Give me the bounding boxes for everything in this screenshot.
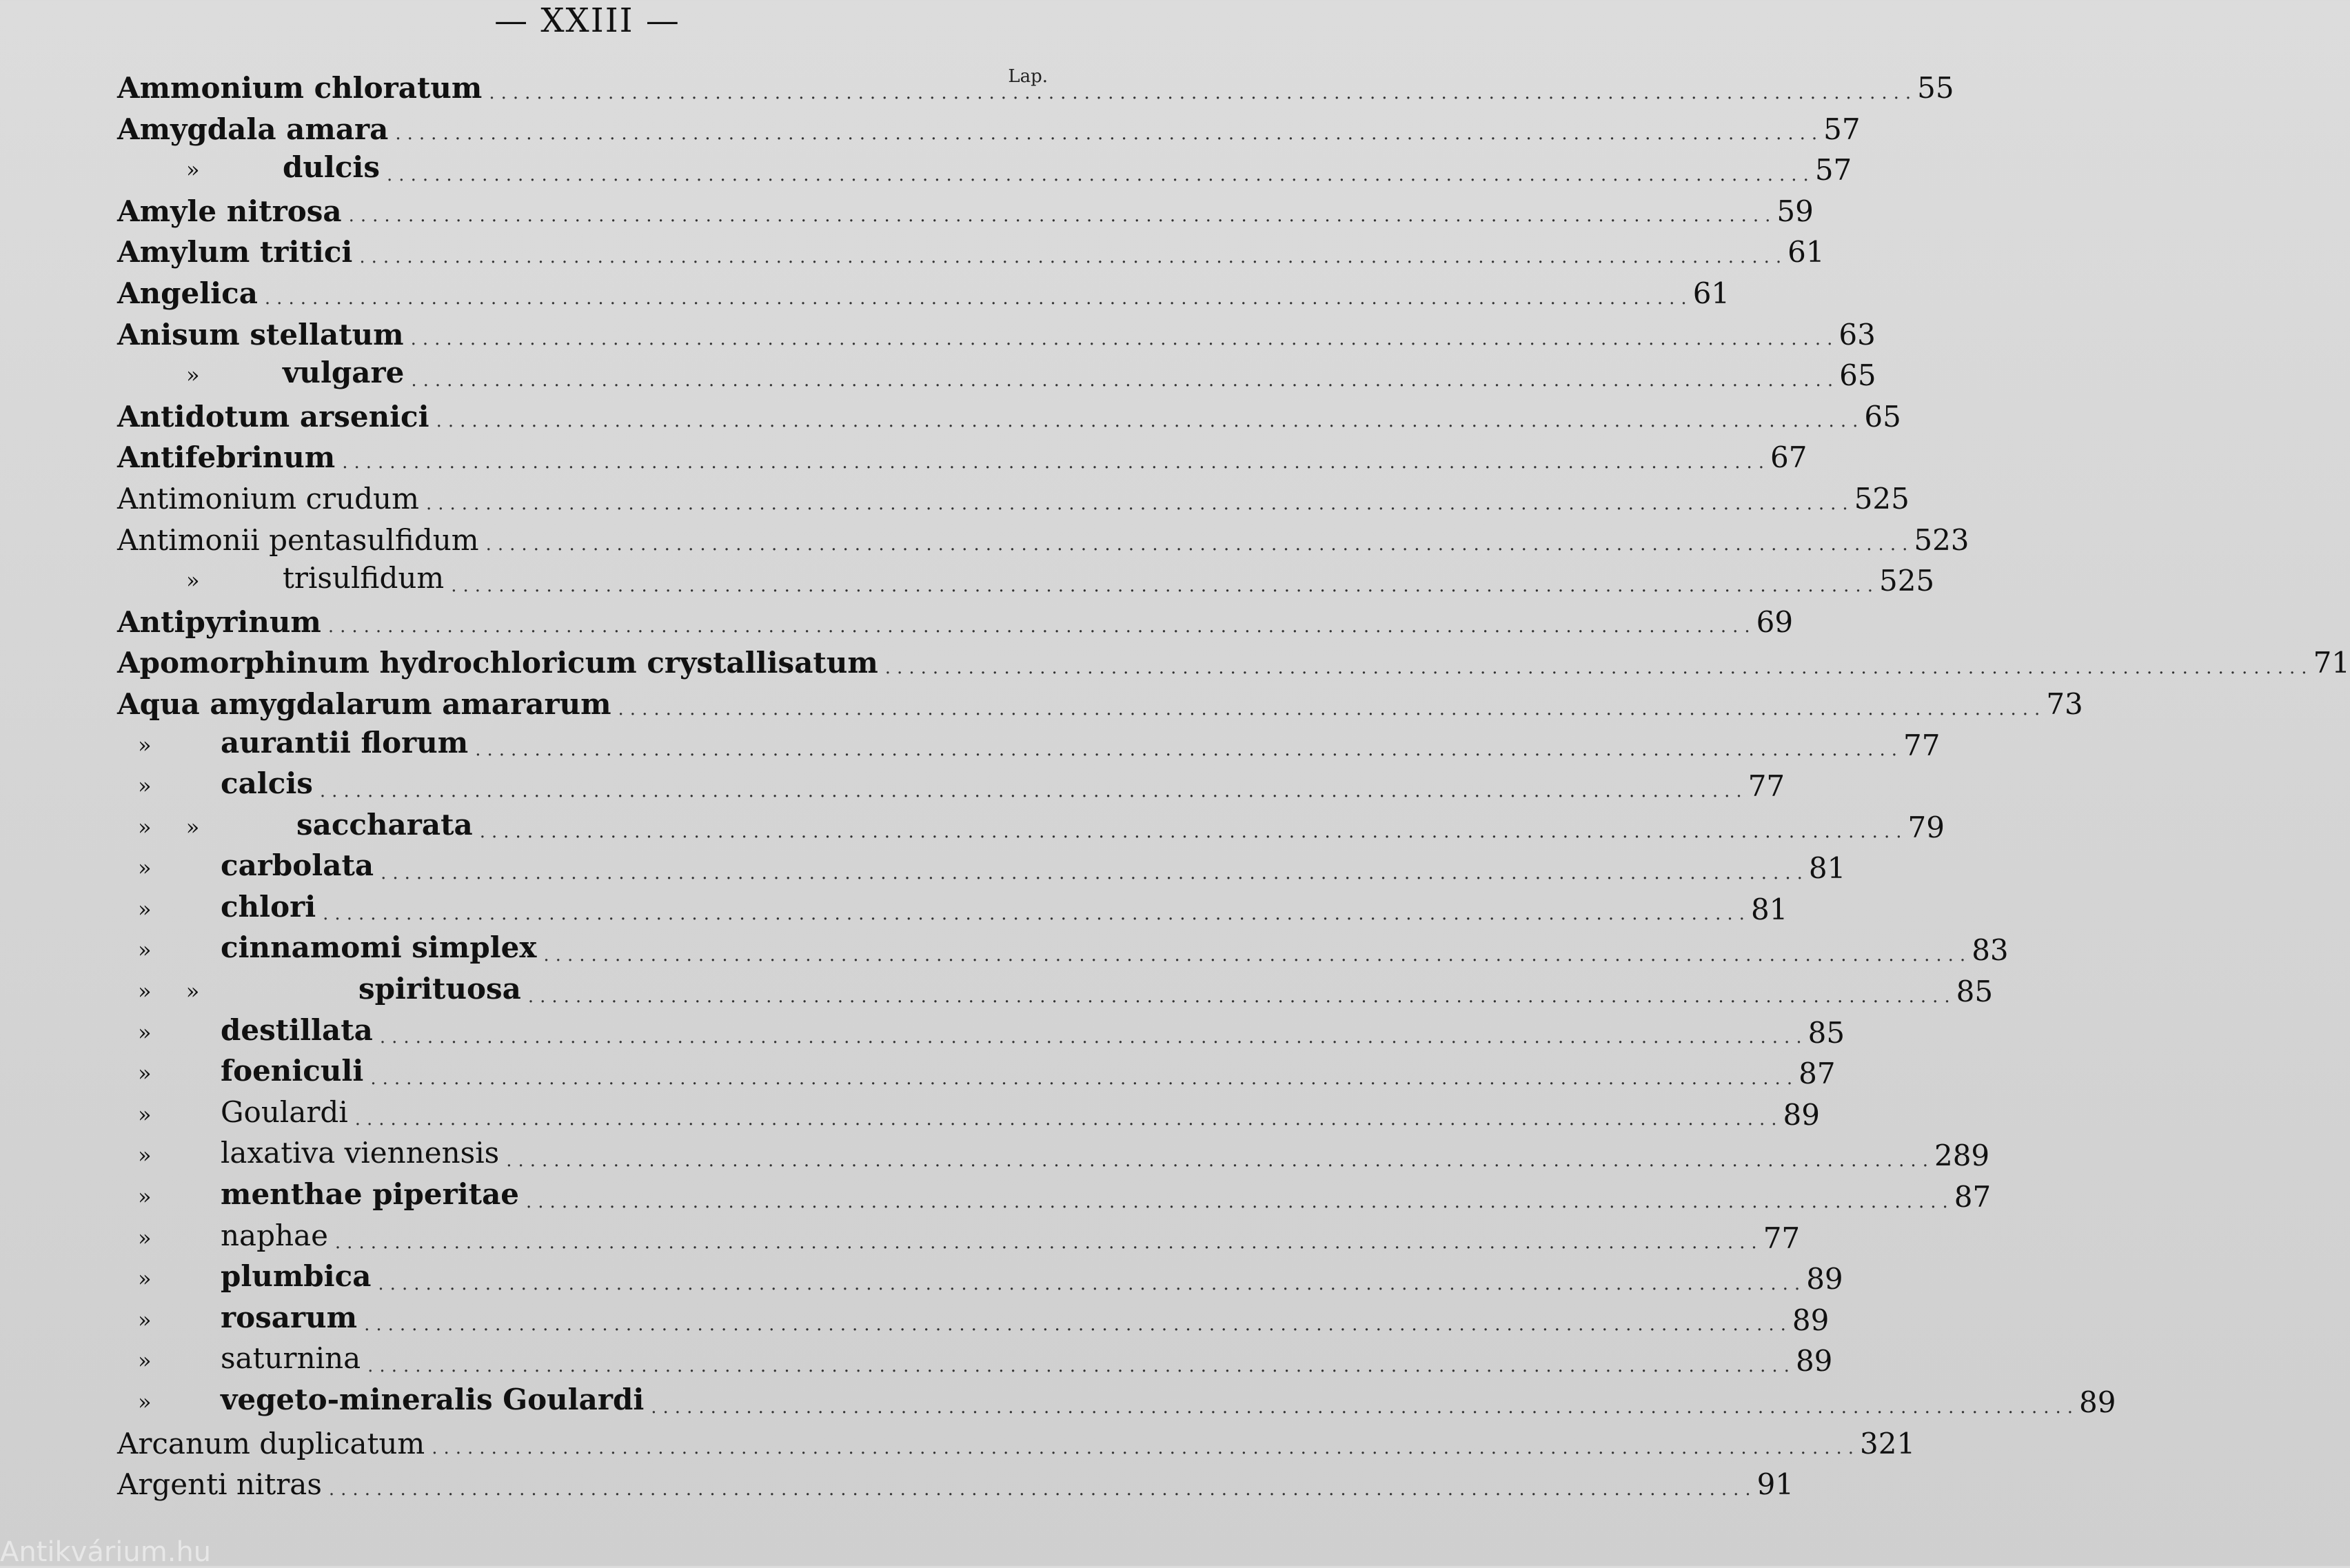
entry-name bbox=[117, 642, 885, 684]
leader-dots: ........................................................................................................................ bbox=[475, 740, 1903, 761]
index-entry bbox=[117, 1094, 1820, 1136]
entry-page-number: 525 bbox=[1878, 564, 1935, 598]
watermark: Antikvárium.hu bbox=[0, 1536, 212, 1568]
entry-name bbox=[117, 602, 328, 643]
entry-name bbox=[117, 352, 411, 396]
entry-name bbox=[117, 147, 387, 191]
ditto-mark: » bbox=[138, 937, 152, 964]
ditto-mark: » bbox=[138, 1142, 152, 1169]
entry-page-number: 65 bbox=[1839, 358, 1876, 393]
leader-dots: ........................................................................................................................ bbox=[334, 1232, 1763, 1254]
entry-label: trisulfidum bbox=[283, 561, 445, 595]
entry-name bbox=[117, 1256, 378, 1300]
leader-dots: ........................................................................................................................ bbox=[425, 493, 1854, 514]
ditto-mark: » bbox=[138, 1224, 152, 1251]
index-entry bbox=[117, 1464, 1794, 1505]
index-entry bbox=[117, 642, 2350, 684]
entry-label: Antipyrinum bbox=[117, 604, 321, 639]
entry-page-number: 89 bbox=[1783, 1097, 1820, 1132]
entry-page-number: 59 bbox=[1776, 194, 1814, 228]
entry-label: destillata bbox=[221, 1012, 373, 1047]
ditto-mark: » bbox=[138, 855, 152, 882]
index-entry bbox=[117, 68, 1954, 109]
ditto-mark: » bbox=[138, 1060, 152, 1087]
ditto-mark: » » bbox=[138, 813, 200, 840]
leader-dots: ........................................................................................................................ bbox=[543, 945, 1972, 966]
ditto-mark: » bbox=[138, 773, 152, 800]
entry-name bbox=[117, 1297, 364, 1341]
entry-name bbox=[117, 1215, 335, 1259]
leader-dots: ........................................................................................................................ bbox=[618, 698, 2047, 720]
entry-page-number: 525 bbox=[1854, 481, 1910, 516]
entry-label: plumbica bbox=[221, 1259, 372, 1294]
index-entry bbox=[117, 1135, 1990, 1177]
leader-dots: ........................................................................................................................ bbox=[354, 1109, 1783, 1130]
index-entry bbox=[117, 396, 1901, 438]
entry-page-number: 81 bbox=[1808, 851, 1846, 886]
entry-name bbox=[117, 1050, 370, 1094]
entry-name bbox=[117, 437, 342, 478]
index-entry bbox=[117, 191, 1814, 232]
entry-page-number: 65 bbox=[1864, 399, 1901, 434]
ditto-mark: » bbox=[138, 1306, 152, 1333]
entry-label: cinnamomi simplex bbox=[221, 930, 537, 965]
ditto-mark: » bbox=[138, 1347, 152, 1374]
entry-page-number: 61 bbox=[1692, 276, 1730, 310]
entry-label: Amylum tritici bbox=[117, 235, 353, 269]
ditto-mark: » bbox=[186, 567, 200, 594]
leader-dots: ........................................................................................................................ bbox=[264, 287, 1693, 309]
entry-page-number: 89 bbox=[2079, 1385, 2116, 1419]
entry-page-number: 57 bbox=[1814, 153, 1852, 187]
index-entry bbox=[117, 602, 1794, 643]
entry-page-number: 87 bbox=[1799, 1057, 1836, 1091]
entry-name bbox=[117, 968, 528, 1012]
index-entry bbox=[117, 807, 1945, 848]
leader-dots: ........................................................................................................................ bbox=[395, 123, 1824, 145]
leader-dots: ........................................................................................................................ bbox=[319, 780, 1748, 802]
entry-name bbox=[117, 68, 489, 109]
entry-page-number: 91 bbox=[1756, 1467, 1794, 1502]
entry-label: Amyle nitrosa bbox=[117, 194, 342, 228]
entry-page-number: 57 bbox=[1823, 112, 1861, 146]
entry-label: chlori bbox=[221, 889, 316, 924]
leader-dots: ........................................................................................................................ bbox=[485, 534, 1914, 556]
index-entry bbox=[117, 1177, 1992, 1218]
leader-dots: ........................................................................................................................ bbox=[479, 822, 1908, 843]
entry-label: foeniculi bbox=[221, 1054, 364, 1088]
entry-label: Ammonium chloratum bbox=[117, 71, 483, 105]
entry-page-number: 55 bbox=[1917, 71, 1954, 105]
index-entry bbox=[117, 355, 1876, 396]
entry-label: dulcis bbox=[283, 150, 381, 185]
leader-dots: ........................................................................................................................ bbox=[410, 329, 1839, 350]
leader-dots: ........................................................................................................................ bbox=[436, 411, 1865, 432]
entry-label: Apomorphinum hydrochloricum crystallisatum bbox=[117, 646, 878, 680]
entry-name bbox=[117, 273, 265, 314]
page-number-header: — XXIII — bbox=[494, 1, 680, 40]
entry-name bbox=[117, 1132, 506, 1177]
entry-name bbox=[117, 1338, 367, 1382]
index-entry bbox=[117, 232, 1825, 273]
entry-label: menthae piperitae bbox=[221, 1177, 520, 1212]
entry-page-number: 289 bbox=[1934, 1139, 1990, 1173]
entry-label: Antidotum arsenici bbox=[117, 399, 429, 434]
entry-name bbox=[117, 232, 359, 273]
index-entry bbox=[117, 848, 1846, 889]
entry-page-number: 85 bbox=[1956, 975, 1994, 1009]
ditto-mark: » bbox=[138, 1101, 152, 1128]
entry-name bbox=[117, 1010, 380, 1054]
leader-dots: ........................................................................................................................ bbox=[379, 1027, 1808, 1048]
index-entry bbox=[117, 971, 1994, 1012]
index-entry bbox=[117, 437, 1807, 478]
ditto-mark: » bbox=[186, 362, 200, 389]
leader-dots: ........................................................................................................................ bbox=[348, 205, 1777, 227]
index-entry bbox=[117, 1259, 1843, 1300]
index-entry bbox=[117, 889, 1788, 930]
index-entry bbox=[117, 1382, 2116, 1423]
index-entry bbox=[117, 150, 1852, 191]
entry-label: vegeto-mineralis Goulardi bbox=[221, 1383, 645, 1416]
leader-dots: ........................................................................................................................ bbox=[489, 82, 1918, 103]
entry-name bbox=[117, 804, 480, 848]
entry-name bbox=[117, 722, 475, 766]
ditto-mark: » bbox=[138, 731, 152, 758]
entry-name bbox=[117, 1423, 432, 1465]
index-entry bbox=[117, 1300, 1830, 1341]
ditto-mark: » bbox=[186, 156, 200, 183]
index-entry bbox=[117, 273, 1730, 314]
leader-dots: ........................................................................................................................ bbox=[328, 1478, 1757, 1500]
entry-page-number: 67 bbox=[1770, 440, 1807, 475]
entry-page-number: 89 bbox=[1795, 1344, 1833, 1378]
leader-dots: ........................................................................................................................ bbox=[342, 451, 1770, 473]
leader-dots: ........................................................................................................................ bbox=[527, 986, 1956, 1007]
ditto-mark: » bbox=[138, 1265, 152, 1292]
entry-label: Antimonium crudum bbox=[117, 481, 419, 516]
entry-name bbox=[117, 1464, 329, 1505]
entry-name bbox=[117, 845, 381, 889]
leader-dots: ........................................................................................................................ bbox=[884, 657, 2313, 678]
ditto-mark: » bbox=[138, 1019, 152, 1046]
index-entry bbox=[117, 930, 2009, 971]
entry-label: calcis bbox=[221, 766, 313, 801]
ditto-mark: » bbox=[138, 1389, 152, 1415]
entry-label: aurantii florum bbox=[221, 725, 469, 760]
leader-dots: ........................................................................................................................ bbox=[323, 904, 1751, 925]
entry-label: Antimonii pentasulfidum bbox=[117, 522, 479, 557]
entry-name bbox=[117, 684, 618, 725]
entry-name bbox=[117, 109, 395, 150]
entry-label: saturnina bbox=[221, 1341, 361, 1376]
entry-name bbox=[117, 1174, 526, 1218]
ditto-mark: » » bbox=[138, 978, 200, 1005]
entry-page-number: 83 bbox=[1972, 933, 2009, 968]
entry-page-number: 77 bbox=[1763, 1221, 1801, 1255]
index-entry bbox=[117, 109, 1861, 150]
entry-label: carbolata bbox=[221, 848, 374, 883]
entry-label: spirituosa bbox=[358, 972, 521, 1006]
leader-dots: ........................................................................................................................ bbox=[432, 1438, 1861, 1459]
entry-page-number: 89 bbox=[1792, 1303, 1830, 1337]
index-entry bbox=[117, 1012, 1845, 1054]
entry-label: Argenti nitras bbox=[117, 1467, 322, 1502]
leader-dots: ........................................................................................................................ bbox=[451, 575, 1879, 596]
entry-page-number: 69 bbox=[1756, 604, 1794, 639]
entry-page-number: 73 bbox=[2046, 686, 2083, 721]
leader-dots: ........................................................................................................................ bbox=[651, 1396, 2080, 1418]
entry-name bbox=[117, 763, 320, 807]
leader-dots: ........................................................................................................................ bbox=[367, 1356, 1796, 1376]
leader-dots: ........................................................................................................................ bbox=[370, 1068, 1799, 1089]
index-entry bbox=[117, 314, 1876, 356]
entry-name bbox=[117, 1379, 651, 1423]
entry-page-number: 87 bbox=[1954, 1180, 1992, 1214]
entry-page-number: 71 bbox=[2313, 646, 2350, 680]
leader-dots: ........................................................................................................................ bbox=[327, 616, 1756, 638]
entry-page-number: 89 bbox=[1806, 1262, 1843, 1296]
entry-label: Arcanum duplicatum bbox=[117, 1426, 425, 1460]
entry-label: saccharata bbox=[296, 807, 473, 842]
entry-label: Goulardi bbox=[221, 1094, 348, 1129]
entry-page-number: 77 bbox=[1748, 769, 1785, 804]
leader-dots: ........................................................................................................................ bbox=[359, 246, 1788, 267]
index-entry bbox=[117, 1053, 1836, 1094]
index-entry bbox=[117, 684, 2083, 725]
leader-dots: ........................................................................................................................ bbox=[378, 1273, 1807, 1294]
entry-page-number: 77 bbox=[1903, 728, 1941, 762]
entry-page-number: 85 bbox=[1807, 1015, 1845, 1050]
entry-name bbox=[117, 396, 436, 438]
entry-label: Aqua amygdalarum amararum bbox=[117, 686, 611, 721]
index-list bbox=[117, 68, 2350, 1505]
index-entry bbox=[117, 1341, 1833, 1382]
ditto-mark: » bbox=[138, 1183, 152, 1210]
entry-label: Angelica bbox=[117, 276, 258, 310]
entry-name bbox=[117, 520, 486, 561]
page-column-label: Lap. bbox=[1008, 66, 1048, 87]
entry-name bbox=[117, 886, 323, 930]
leader-dots: ........................................................................................................................ bbox=[506, 1150, 1934, 1172]
index-entry bbox=[117, 1423, 1916, 1465]
index-entry bbox=[117, 560, 1935, 602]
entry-name bbox=[117, 1092, 355, 1136]
index-entry bbox=[117, 766, 1785, 807]
entry-label: naphae bbox=[221, 1218, 328, 1252]
index-entry bbox=[117, 478, 1910, 520]
entry-label: vulgare bbox=[283, 356, 405, 390]
leader-dots: ........................................................................................................................ bbox=[526, 1191, 1954, 1212]
ditto-mark: » bbox=[138, 895, 152, 922]
entry-page-number: 321 bbox=[1860, 1426, 1916, 1460]
entry-page-number: 79 bbox=[1907, 810, 1945, 844]
index-entry bbox=[117, 1218, 1801, 1259]
entry-label: Amygdala amara bbox=[117, 112, 389, 146]
entry-page-number: 523 bbox=[1914, 522, 1969, 557]
entry-label: Anisum stellatum bbox=[117, 317, 404, 352]
entry-name bbox=[117, 558, 451, 602]
index-entry bbox=[117, 520, 1969, 561]
entry-label: rosarum bbox=[221, 1300, 358, 1334]
leader-dots: ........................................................................................................................ bbox=[411, 369, 1840, 391]
leader-dots: ........................................................................................................................ bbox=[364, 1314, 1792, 1336]
entry-name bbox=[117, 191, 349, 232]
entry-name bbox=[117, 927, 543, 971]
entry-name bbox=[117, 314, 411, 356]
entry-page-number: 61 bbox=[1787, 235, 1825, 269]
entry-label: Antifebrinum bbox=[117, 440, 336, 475]
entry-name bbox=[117, 478, 426, 520]
entry-page-number: 63 bbox=[1839, 317, 1876, 352]
leader-dots: ........................................................................................................................ bbox=[381, 862, 1809, 884]
leader-dots: ........................................................................................................................ bbox=[387, 164, 1815, 185]
entry-label: laxativa viennensis bbox=[221, 1136, 500, 1170]
index-entry bbox=[117, 725, 1941, 766]
entry-page-number: 81 bbox=[1750, 892, 1788, 926]
